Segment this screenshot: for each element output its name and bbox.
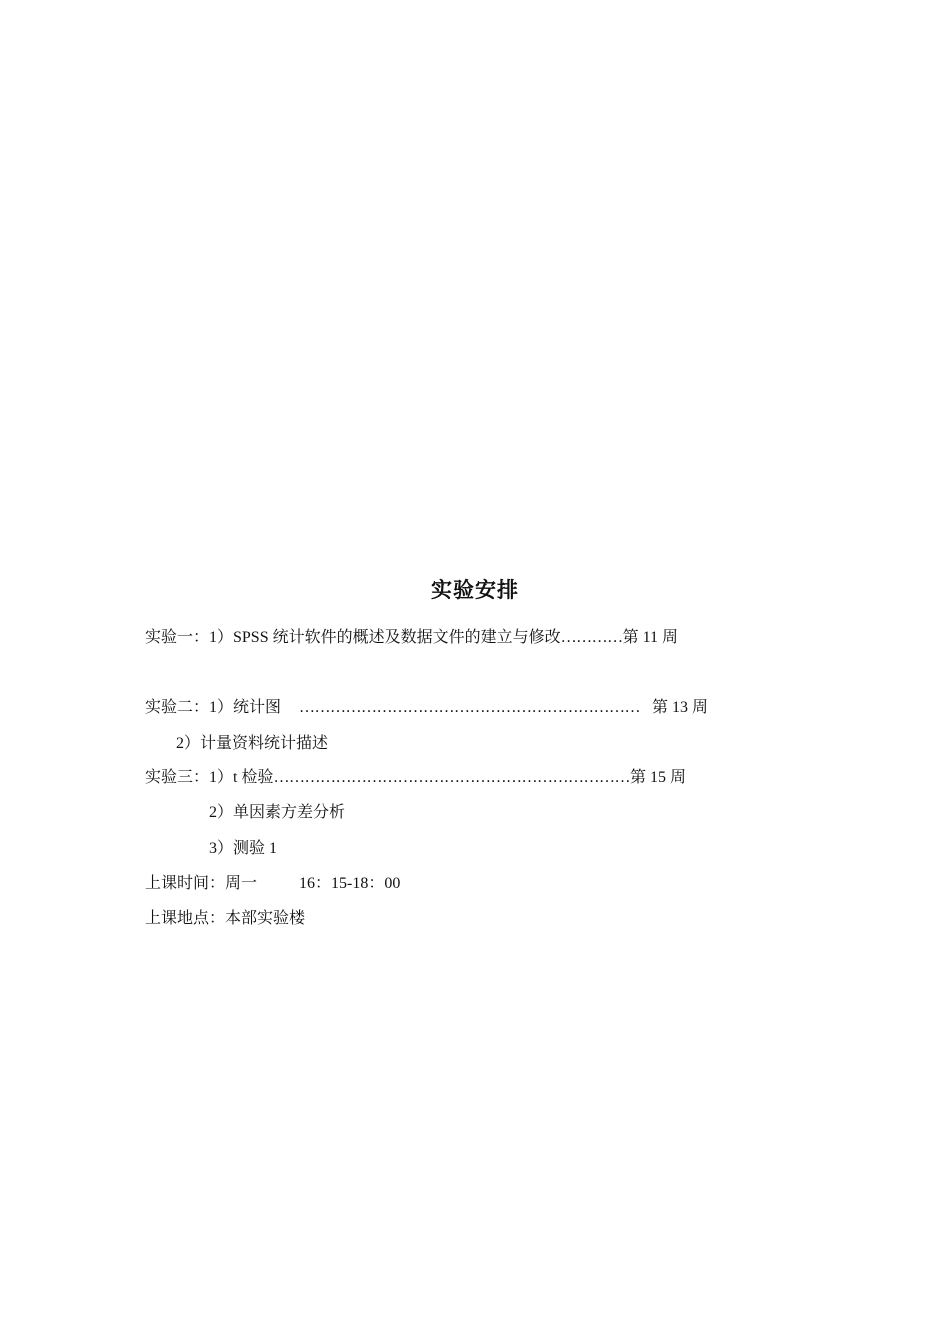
class-time-label: 上课时间：周一 <box>145 875 258 892</box>
class-location-line: 上课地点：本部实验楼 <box>145 910 306 927</box>
experiment-3-text: 实验三：1）t 检验 <box>145 769 274 786</box>
experiment-2-leader-dots: ………………………………………………………… <box>299 699 641 716</box>
experiment-3-line <box>145 768 686 788</box>
experiment-2-item-2: 2）计量资料统计描述 <box>176 735 329 752</box>
experiment-3-leader-dots: …………………………………………………………… <box>273 769 630 786</box>
experiment-2-line <box>145 698 708 718</box>
experiment-1-line <box>145 628 678 648</box>
class-time-line <box>145 874 400 894</box>
experiment-3-item-2: 2）单因素方差分析 <box>209 804 346 821</box>
experiment-3-week: 第 15 周 <box>629 769 686 786</box>
experiment-1-leader-dots: ………… <box>560 629 623 646</box>
experiment-1-week: 第 11 周 <box>622 629 679 646</box>
experiment-2-week: 第 13 周 <box>652 699 709 716</box>
experiment-3-item-3: 3）测验 1 <box>209 840 278 857</box>
experiment-1-text: 实验一：1）SPSS 统计软件的概述及数据文件的建立与修改 <box>145 629 561 646</box>
class-time-value: 16：15-18：00 <box>299 875 401 892</box>
experiment-2-text: 实验二：1）统计图 <box>145 699 282 716</box>
page-title: 实验安排 <box>431 578 519 602</box>
